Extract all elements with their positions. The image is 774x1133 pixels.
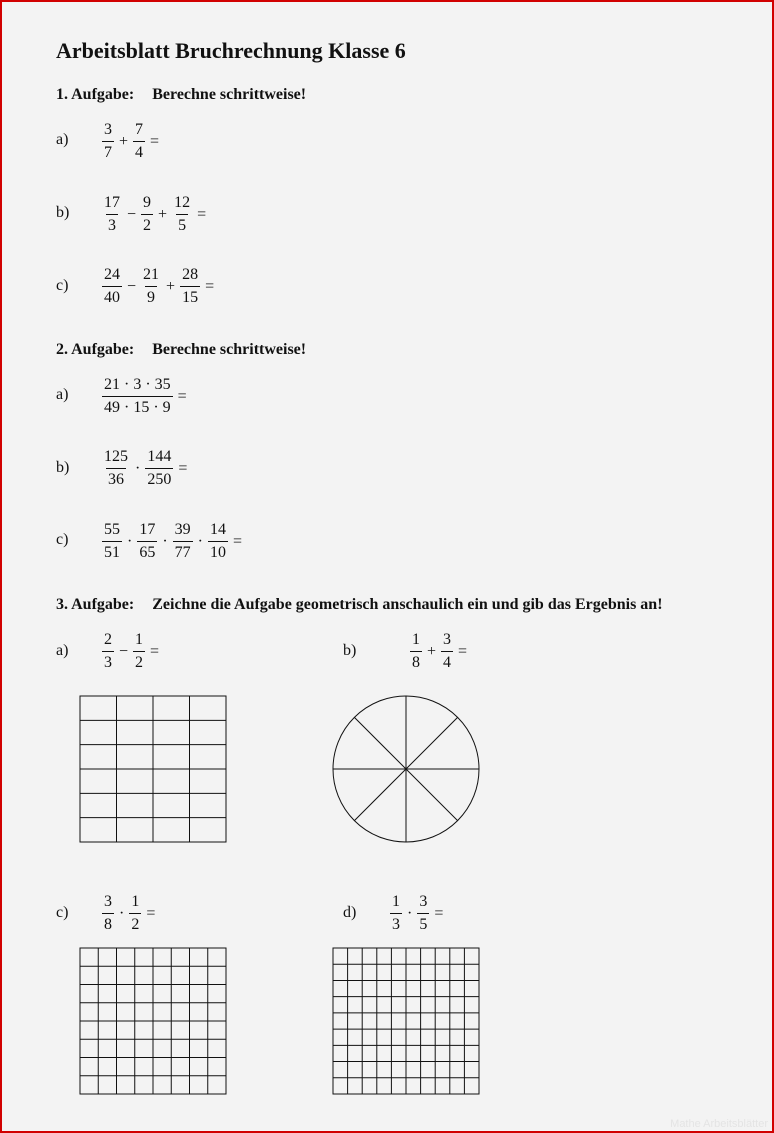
task-3-b-circle <box>330 693 482 845</box>
denominator: 250 <box>145 468 173 489</box>
denominator: 65 <box>137 541 157 562</box>
fraction <box>417 893 429 934</box>
operator: = <box>205 277 215 295</box>
operator: − <box>127 277 137 295</box>
operator: = <box>177 387 187 405</box>
task-2-heading <box>56 341 306 359</box>
numerator: 39 <box>174 521 191 538</box>
numerator: 7 <box>135 121 144 138</box>
numerator: 1 <box>131 893 140 910</box>
task-2-c-expression <box>100 521 245 562</box>
denominator: 3 <box>390 913 402 934</box>
operator: · <box>127 532 133 550</box>
task-2-instruction: Berechne schrittweise! <box>152 341 307 358</box>
task-3-a-label: a) <box>56 642 69 659</box>
denominator: 3 <box>102 651 114 672</box>
denominator: 10 <box>208 541 228 562</box>
fraction <box>102 194 122 235</box>
denominator: 51 <box>102 541 122 562</box>
fraction <box>173 521 193 562</box>
numerator: 2 <box>104 631 112 648</box>
fraction <box>145 448 173 489</box>
fraction <box>137 521 157 562</box>
task-2-a-label: a) <box>56 386 69 403</box>
task-1-a-label: a) <box>56 131 69 148</box>
task-2-number: 2. Aufgabe: <box>56 341 135 358</box>
task-2-c-label: c) <box>56 531 69 548</box>
operator: · <box>407 904 413 922</box>
numerator: 1 <box>412 631 420 648</box>
operator: + <box>166 277 176 295</box>
watermark: Mathe Arbeitsblätter <box>670 1118 768 1130</box>
numerator: 3 <box>419 893 428 910</box>
task-1-c-expression <box>100 266 217 307</box>
task-3-instruction: Zeichne die Aufgabe geometrisch anschaulich ein und gib das Ergebnis an! <box>152 596 663 613</box>
task-3-b-expression <box>408 631 470 672</box>
denominator: 15 <box>180 286 200 307</box>
operator: = <box>146 904 156 922</box>
numerator: 28 <box>182 266 199 283</box>
operator: = <box>150 132 160 150</box>
denominator: 4 <box>441 651 453 672</box>
fraction <box>102 266 122 307</box>
task-3-number: 3. Aufgabe: <box>56 596 135 613</box>
page-title: Arbeitsblatt Bruchrechnung Klasse 6 <box>56 38 406 63</box>
fraction <box>133 631 145 672</box>
operator: · <box>162 532 168 550</box>
task-1-heading <box>56 86 306 104</box>
operator: + <box>427 642 437 660</box>
operator: · <box>119 904 125 922</box>
denominator: 5 <box>417 913 429 934</box>
task-1-a-expression <box>100 121 162 162</box>
task-3-c-expression <box>100 893 158 934</box>
task-1-b-expression <box>100 194 209 235</box>
numerator: 3 <box>104 121 112 138</box>
numerator: 125 <box>104 448 128 465</box>
operator: − <box>127 205 137 223</box>
fraction <box>390 893 402 934</box>
fraction <box>172 194 192 235</box>
operator: + <box>158 205 168 223</box>
denominator: 2 <box>129 913 141 934</box>
numerator: 144 <box>147 448 172 465</box>
task-3-c-label: c) <box>56 904 69 921</box>
numerator: 9 <box>143 194 152 211</box>
task-2-a-expression <box>100 376 190 417</box>
fraction <box>102 121 114 162</box>
fraction <box>102 376 173 417</box>
task-2-b-expression <box>100 448 190 489</box>
denominator: 2 <box>141 214 153 235</box>
denominator: 5 <box>176 214 188 235</box>
numerator: 1 <box>392 893 400 910</box>
operator: = <box>232 532 243 550</box>
numerator: 3 <box>443 631 452 648</box>
task-3-c-grid <box>79 947 227 1095</box>
fraction <box>102 893 114 934</box>
numerator: 21 · 3 · 35 <box>104 376 171 393</box>
fraction <box>102 521 122 562</box>
task-1-number: 1. Aufgabe: <box>56 86 135 103</box>
operator: = <box>434 904 444 922</box>
task-3-b-label: b) <box>343 642 357 659</box>
denominator: 7 <box>102 141 114 162</box>
fraction <box>133 121 145 162</box>
task-3-heading <box>56 596 663 614</box>
operator: + <box>119 132 129 150</box>
fraction <box>441 631 453 672</box>
numerator: 14 <box>209 521 226 538</box>
denominator: 2 <box>133 651 145 672</box>
fraction <box>141 194 153 235</box>
task-1-b-label: b) <box>56 204 70 221</box>
operator: = <box>178 459 188 477</box>
task-3-d-expression <box>388 893 446 934</box>
denominator: 4 <box>133 141 145 162</box>
task-3-d-label: d) <box>343 904 357 921</box>
fraction <box>141 266 161 307</box>
denominator: 3 <box>106 214 118 235</box>
numerator: 12 <box>174 194 191 211</box>
fraction <box>180 266 200 307</box>
numerator: 17 <box>139 521 156 538</box>
denominator: 8 <box>410 651 422 672</box>
fraction <box>129 893 141 934</box>
fraction <box>208 521 228 562</box>
denominator: 49 · 15 · 9 <box>102 396 173 417</box>
task-1-instruction: Berechne schrittweise! <box>152 86 307 103</box>
operator: = <box>150 642 160 660</box>
task-2-b-label: b) <box>56 459 70 476</box>
operator: = <box>458 642 468 660</box>
fraction <box>102 448 130 489</box>
numerator: 24 <box>104 266 120 283</box>
denominator: 8 <box>102 913 114 934</box>
denominator: 9 <box>145 286 157 307</box>
fraction <box>410 631 422 672</box>
numerator: 3 <box>104 893 112 910</box>
numerator: 1 <box>135 631 144 648</box>
task-1-c-label: c) <box>56 277 69 294</box>
fraction <box>102 631 114 672</box>
operator: − <box>119 642 129 660</box>
numerator: 55 <box>104 521 120 538</box>
numerator: 17 <box>104 194 120 211</box>
denominator: 36 <box>106 468 126 489</box>
task-3-a-expression <box>100 631 162 672</box>
numerator: 21 <box>143 266 160 283</box>
denominator: 40 <box>102 286 122 307</box>
operator: · <box>135 459 141 477</box>
denominator: 77 <box>173 541 193 562</box>
operator: = <box>197 205 207 223</box>
task-3-d-grid <box>332 947 480 1095</box>
task-3-a-grid <box>79 695 227 843</box>
operator: · <box>197 532 203 550</box>
